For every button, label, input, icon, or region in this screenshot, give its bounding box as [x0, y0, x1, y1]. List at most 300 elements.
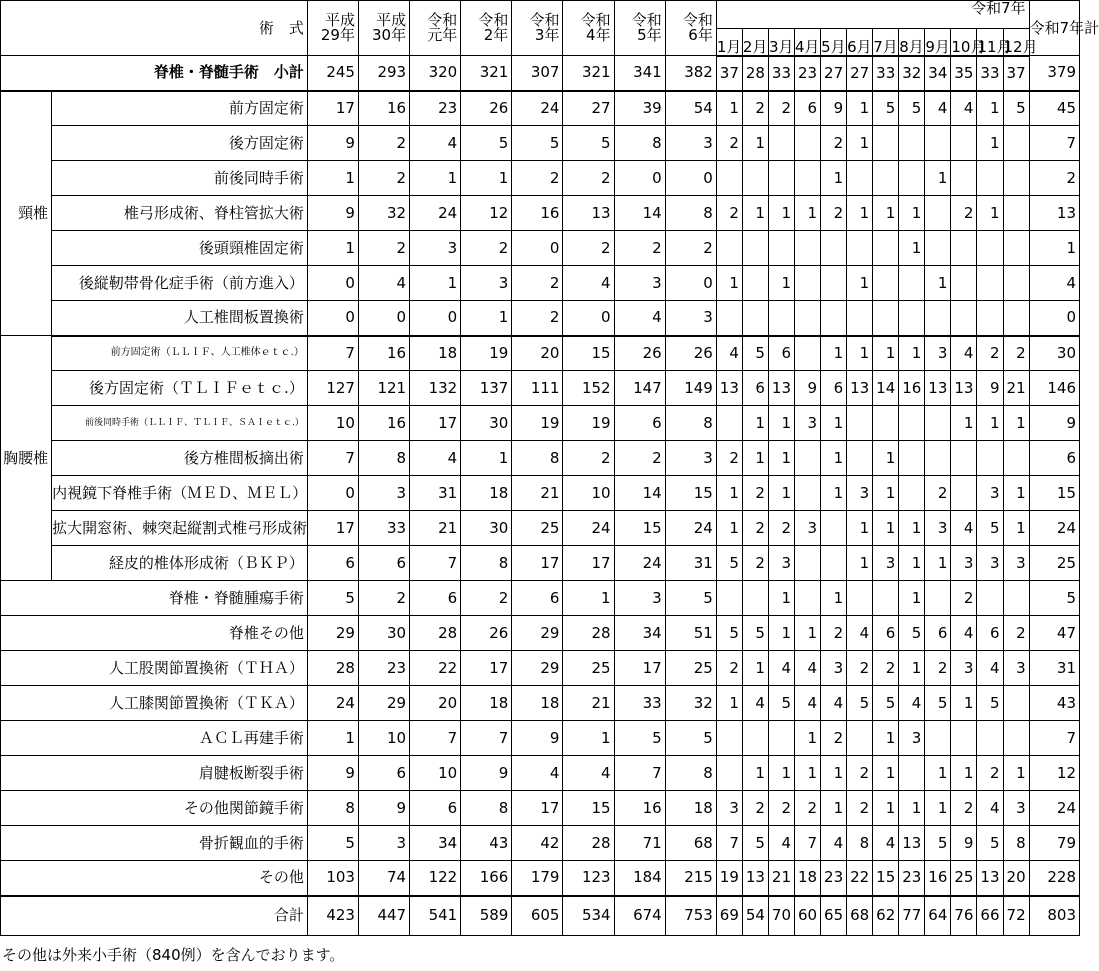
- month-cell: 1: [795, 756, 821, 791]
- month-cell: 1: [873, 441, 899, 476]
- year-cell: 423: [307, 896, 358, 936]
- year-cell: 24: [410, 196, 461, 231]
- year-cell: 3: [358, 826, 409, 861]
- year-cell: 6: [358, 546, 409, 581]
- year-cell: 33: [614, 686, 665, 721]
- year-cell: 43: [461, 826, 512, 861]
- year-cell: 15: [665, 476, 716, 511]
- month-cell: 4: [951, 616, 977, 651]
- year-cell: 1: [410, 266, 461, 301]
- month-cell: 1: [977, 126, 1003, 161]
- year-cell: 103: [307, 861, 358, 896]
- table-row: [1, 406, 1080, 441]
- row-label: 内視鏡下脊椎手術（ＭＥＤ、ＭＥＬ）: [52, 476, 308, 511]
- year-cell: 1: [461, 161, 512, 196]
- table-row: [1, 196, 1080, 231]
- year-cell: 5: [512, 126, 563, 161]
- row-label: 椎弓形成術、脊柱管拡大術: [52, 196, 308, 231]
- year-cell: 1: [410, 161, 461, 196]
- year-cell: 7: [614, 756, 665, 791]
- month-cell: 1: [821, 161, 847, 196]
- month-cell: 1: [951, 756, 977, 791]
- total-cell: 30: [1029, 336, 1079, 371]
- year-cell: 22: [410, 651, 461, 686]
- month-cell: 4: [977, 651, 1003, 686]
- table-row: [1, 126, 1080, 161]
- month-cell: 1: [951, 686, 977, 721]
- table-row: [1, 581, 1080, 616]
- year-cell: 1: [563, 581, 614, 616]
- month-cell: 23: [899, 861, 925, 896]
- row-label: 人工股関節置換術（ＴＨＡ）: [1, 651, 308, 686]
- year-cell: 30: [461, 406, 512, 441]
- month-cell: [899, 126, 925, 161]
- month-cell: 3: [1003, 546, 1029, 581]
- month-cell: 1: [847, 196, 873, 231]
- year-cell: 2: [461, 231, 512, 266]
- year-cell: 19: [563, 406, 614, 441]
- year-cell: 30: [461, 511, 512, 546]
- month-cell: 8: [1003, 826, 1029, 861]
- table-row: [1, 336, 1080, 371]
- year-cell: 10: [563, 476, 614, 511]
- month-cell: 1: [925, 266, 951, 301]
- month-cell: 1: [977, 91, 1003, 126]
- month-cell: [951, 231, 977, 266]
- month-cell: [951, 441, 977, 476]
- month-cell: 33: [873, 56, 899, 91]
- total-cell: 25: [1029, 546, 1079, 581]
- month-cell: [1003, 686, 1029, 721]
- month-cell: 2: [821, 721, 847, 756]
- year-cell: 8: [665, 196, 716, 231]
- month-cell: [795, 546, 821, 581]
- month-cell: 1: [899, 546, 925, 581]
- year-cell: 2: [563, 161, 614, 196]
- month-cell: 1: [768, 756, 794, 791]
- month-cell: 2: [716, 651, 742, 686]
- month-cell: 4: [768, 826, 794, 861]
- month-cell: 3: [716, 791, 742, 826]
- month-cell: 5: [742, 616, 768, 651]
- month-cell: 1: [768, 616, 794, 651]
- month-cell: 13: [951, 371, 977, 406]
- total-cell: 146: [1029, 371, 1079, 406]
- month-cell: 1: [899, 196, 925, 231]
- month-cell: [821, 266, 847, 301]
- month-cell: 1: [768, 441, 794, 476]
- month-cell: [821, 511, 847, 546]
- month-cell: 1: [742, 196, 768, 231]
- month-cell: 2: [1003, 336, 1029, 371]
- month-cell: 5: [873, 91, 899, 126]
- month-cell: 1: [873, 721, 899, 756]
- year-cell: 0: [307, 266, 358, 301]
- month-cell: 1: [925, 546, 951, 581]
- month-cell: 1: [821, 791, 847, 826]
- month-cell: [977, 266, 1003, 301]
- month-cell: 1: [847, 126, 873, 161]
- month-cell: 13: [768, 371, 794, 406]
- year-cell: 24: [512, 91, 563, 126]
- table-row: [1, 756, 1080, 791]
- header-year: 令和 3年: [512, 1, 563, 56]
- month-cell: 3: [1003, 791, 1029, 826]
- table-row: [1, 371, 1080, 406]
- year-cell: 16: [512, 196, 563, 231]
- row-label: 骨折観血的手術: [1, 826, 308, 861]
- year-cell: 7: [307, 441, 358, 476]
- year-cell: 0: [358, 301, 409, 336]
- year-cell: 6: [410, 791, 461, 826]
- month-cell: 1: [925, 791, 951, 826]
- month-cell: 76: [951, 896, 977, 936]
- month-cell: [742, 721, 768, 756]
- header-year: 平成 29年: [307, 1, 358, 56]
- table-row: [1, 721, 1080, 756]
- year-cell: 24: [307, 686, 358, 721]
- month-cell: [795, 441, 821, 476]
- month-cell: 9: [795, 371, 821, 406]
- month-cell: 4: [951, 91, 977, 126]
- year-cell: 2: [461, 581, 512, 616]
- year-cell: 4: [614, 301, 665, 336]
- total-cell: 228: [1029, 861, 1079, 896]
- month-cell: 3: [951, 651, 977, 686]
- table-row: [1, 791, 1080, 826]
- year-cell: 20: [410, 686, 461, 721]
- year-cell: 19: [512, 406, 563, 441]
- month-cell: 65: [821, 896, 847, 936]
- year-cell: 34: [614, 616, 665, 651]
- month-cell: [1003, 581, 1029, 616]
- month-cell: 7: [795, 826, 821, 861]
- year-cell: 534: [563, 896, 614, 936]
- month-cell: 2: [821, 196, 847, 231]
- year-cell: 152: [563, 371, 614, 406]
- month-cell: 2: [821, 126, 847, 161]
- header-year: 令和 元年: [410, 1, 461, 56]
- month-cell: 5: [899, 91, 925, 126]
- month-cell: 64: [925, 896, 951, 936]
- year-cell: 31: [410, 476, 461, 511]
- month-cell: 2: [768, 511, 794, 546]
- year-cell: 34: [410, 826, 461, 861]
- month-cell: [795, 476, 821, 511]
- month-cell: [977, 231, 1003, 266]
- month-cell: 13: [899, 826, 925, 861]
- month-cell: 5: [847, 686, 873, 721]
- header-year: 令和 6年: [665, 1, 716, 56]
- month-cell: 2: [951, 581, 977, 616]
- month-cell: 1: [821, 756, 847, 791]
- month-cell: 1: [899, 511, 925, 546]
- month-cell: 1: [742, 756, 768, 791]
- month-cell: 5: [873, 686, 899, 721]
- row-label: 人工椎間板置換術: [52, 301, 308, 336]
- month-cell: 1: [847, 546, 873, 581]
- month-cell: 2: [742, 476, 768, 511]
- month-cell: 5: [925, 686, 951, 721]
- month-cell: [1003, 161, 1029, 196]
- month-cell: 1: [873, 756, 899, 791]
- year-cell: 42: [512, 826, 563, 861]
- year-cell: 30: [358, 616, 409, 651]
- year-cell: 3: [665, 301, 716, 336]
- year-cell: 26: [614, 336, 665, 371]
- month-cell: [899, 756, 925, 791]
- month-cell: 4: [873, 826, 899, 861]
- month-cell: 4: [925, 91, 951, 126]
- year-cell: 3: [461, 266, 512, 301]
- month-cell: [977, 721, 1003, 756]
- row-label: 後方椎間板摘出術: [52, 441, 308, 476]
- row-label: 後方固定術: [52, 126, 308, 161]
- year-cell: 341: [614, 56, 665, 91]
- month-cell: 1: [899, 651, 925, 686]
- month-cell: 1: [742, 406, 768, 441]
- total-cell: 7: [1029, 721, 1079, 756]
- year-cell: 24: [614, 546, 665, 581]
- month-cell: [847, 231, 873, 266]
- month-cell: 2: [847, 651, 873, 686]
- month-cell: 2: [768, 91, 794, 126]
- month-cell: 16: [899, 371, 925, 406]
- year-cell: 2: [358, 126, 409, 161]
- year-cell: 23: [358, 651, 409, 686]
- year-cell: 245: [307, 56, 358, 91]
- table-row: [1, 546, 1080, 581]
- table-row: [1, 686, 1080, 721]
- year-cell: 111: [512, 371, 563, 406]
- header-year: 令和 2年: [461, 1, 512, 56]
- month-cell: 27: [821, 56, 847, 91]
- month-cell: 6: [925, 616, 951, 651]
- table-row: [1, 616, 1080, 651]
- year-cell: 68: [665, 826, 716, 861]
- month-cell: 5: [977, 511, 1003, 546]
- month-cell: 28: [742, 56, 768, 91]
- month-cell: 9: [977, 371, 1003, 406]
- total-cell: 12: [1029, 756, 1079, 791]
- year-cell: 3: [665, 126, 716, 161]
- year-cell: 2: [358, 581, 409, 616]
- month-cell: [925, 581, 951, 616]
- month-cell: 2: [925, 476, 951, 511]
- year-cell: 1: [461, 301, 512, 336]
- month-cell: [847, 301, 873, 336]
- month-cell: 6: [977, 616, 1003, 651]
- month-cell: 2: [742, 791, 768, 826]
- year-cell: 32: [358, 196, 409, 231]
- month-cell: [716, 406, 742, 441]
- month-cell: [795, 161, 821, 196]
- year-cell: 27: [563, 91, 614, 126]
- year-cell: 10: [410, 756, 461, 791]
- month-cell: [742, 581, 768, 616]
- month-cell: [742, 301, 768, 336]
- month-cell: 1: [768, 476, 794, 511]
- year-cell: 5: [307, 581, 358, 616]
- year-cell: 21: [563, 686, 614, 721]
- month-cell: 3: [768, 546, 794, 581]
- month-cell: 13: [716, 371, 742, 406]
- month-cell: 68: [847, 896, 873, 936]
- month-cell: [899, 161, 925, 196]
- month-cell: [716, 161, 742, 196]
- month-cell: 20: [1003, 861, 1029, 896]
- month-cell: 4: [951, 336, 977, 371]
- year-cell: 2: [563, 441, 614, 476]
- month-cell: 3: [795, 511, 821, 546]
- table-row: [1, 266, 1080, 301]
- month-cell: 1: [716, 686, 742, 721]
- table-row: [1, 231, 1080, 266]
- month-cell: 1: [1003, 756, 1029, 791]
- month-cell: 2: [977, 336, 1003, 371]
- month-cell: [873, 406, 899, 441]
- year-cell: 18: [512, 686, 563, 721]
- year-cell: 9: [307, 756, 358, 791]
- month-cell: [1003, 266, 1029, 301]
- year-cell: 9: [358, 791, 409, 826]
- month-cell: 1: [768, 406, 794, 441]
- table-row: [1, 301, 1080, 336]
- month-cell: [768, 301, 794, 336]
- year-cell: 2: [512, 301, 563, 336]
- month-cell: 21: [768, 861, 794, 896]
- year-cell: 215: [665, 861, 716, 896]
- year-cell: 17: [563, 546, 614, 581]
- year-cell: 382: [665, 56, 716, 91]
- month-cell: [925, 721, 951, 756]
- month-cell: 2: [873, 651, 899, 686]
- month-cell: 3: [873, 546, 899, 581]
- month-cell: 1: [899, 581, 925, 616]
- month-cell: [925, 231, 951, 266]
- year-cell: 21: [512, 476, 563, 511]
- year-cell: 28: [307, 651, 358, 686]
- month-cell: 37: [716, 56, 742, 91]
- month-cell: 1: [925, 756, 951, 791]
- month-cell: 2: [716, 126, 742, 161]
- category-label: 胸腰椎: [1, 336, 52, 581]
- month-cell: 1: [742, 126, 768, 161]
- month-cell: 4: [821, 826, 847, 861]
- month-cell: 6: [742, 371, 768, 406]
- year-cell: 25: [665, 651, 716, 686]
- month-cell: 2: [977, 756, 1003, 791]
- month-cell: 15: [873, 861, 899, 896]
- month-cell: [899, 266, 925, 301]
- month-cell: 23: [821, 861, 847, 896]
- month-cell: 3: [977, 546, 1003, 581]
- month-cell: 1: [821, 406, 847, 441]
- month-cell: [977, 301, 1003, 336]
- month-cell: 5: [716, 546, 742, 581]
- year-cell: 4: [410, 441, 461, 476]
- month-cell: 33: [977, 56, 1003, 91]
- year-cell: 4: [563, 756, 614, 791]
- month-cell: 1: [873, 511, 899, 546]
- year-cell: 74: [358, 861, 409, 896]
- year-cell: 1: [307, 721, 358, 756]
- row-label: 脊椎・脊髄手術 小計: [1, 56, 308, 91]
- month-cell: 1: [899, 336, 925, 371]
- year-cell: 1: [307, 231, 358, 266]
- year-cell: 123: [563, 861, 614, 896]
- month-cell: [977, 161, 1003, 196]
- month-cell: 1: [951, 406, 977, 441]
- year-cell: 14: [614, 476, 665, 511]
- total-cell: 24: [1029, 511, 1079, 546]
- year-cell: 24: [563, 511, 614, 546]
- year-cell: 9: [461, 756, 512, 791]
- month-cell: [873, 266, 899, 301]
- year-cell: 447: [358, 896, 409, 936]
- header-year: 令和 5年: [614, 1, 665, 56]
- year-cell: 26: [461, 616, 512, 651]
- year-cell: 32: [665, 686, 716, 721]
- month-cell: [716, 721, 742, 756]
- row-label: その他関節鏡手術: [1, 791, 308, 826]
- month-cell: 54: [742, 896, 768, 936]
- row-label: 前後同時手術: [52, 161, 308, 196]
- month-cell: [899, 476, 925, 511]
- month-cell: [1003, 126, 1029, 161]
- year-cell: 15: [563, 336, 614, 371]
- month-cell: 1: [821, 476, 847, 511]
- month-cell: [821, 231, 847, 266]
- month-cell: 13: [977, 861, 1003, 896]
- year-cell: 3: [665, 441, 716, 476]
- table-row: [1, 476, 1080, 511]
- year-cell: 0: [512, 231, 563, 266]
- month-cell: [873, 231, 899, 266]
- month-cell: 25: [951, 861, 977, 896]
- table-row: [1, 861, 1080, 896]
- table-row: [1, 826, 1080, 861]
- year-cell: 31: [665, 546, 716, 581]
- month-cell: 18: [795, 861, 821, 896]
- year-cell: 3: [358, 476, 409, 511]
- month-cell: 8: [847, 826, 873, 861]
- month-cell: 32: [899, 56, 925, 91]
- row-label: 前方固定術（ＬＬＩＦ、人工椎体ｅｔｃ.）: [52, 336, 308, 371]
- month-cell: 2: [951, 791, 977, 826]
- month-cell: [716, 756, 742, 791]
- year-cell: 674: [614, 896, 665, 936]
- month-cell: 60: [795, 896, 821, 936]
- year-cell: 0: [307, 476, 358, 511]
- month-cell: 34: [925, 56, 951, 91]
- month-cell: [1003, 231, 1029, 266]
- month-cell: 1: [768, 196, 794, 231]
- month-cell: 1: [821, 336, 847, 371]
- year-cell: 8: [461, 791, 512, 826]
- year-cell: 541: [410, 896, 461, 936]
- year-cell: 15: [563, 791, 614, 826]
- year-cell: 6: [410, 581, 461, 616]
- month-cell: 6: [768, 336, 794, 371]
- row-label: 経皮的椎体形成術（ＢＫＰ）: [52, 546, 308, 581]
- year-cell: 320: [410, 56, 461, 91]
- month-cell: 1: [1003, 476, 1029, 511]
- year-cell: 17: [461, 651, 512, 686]
- year-cell: 25: [563, 651, 614, 686]
- year-cell: 179: [512, 861, 563, 896]
- header-month: 1月: [716, 29, 742, 56]
